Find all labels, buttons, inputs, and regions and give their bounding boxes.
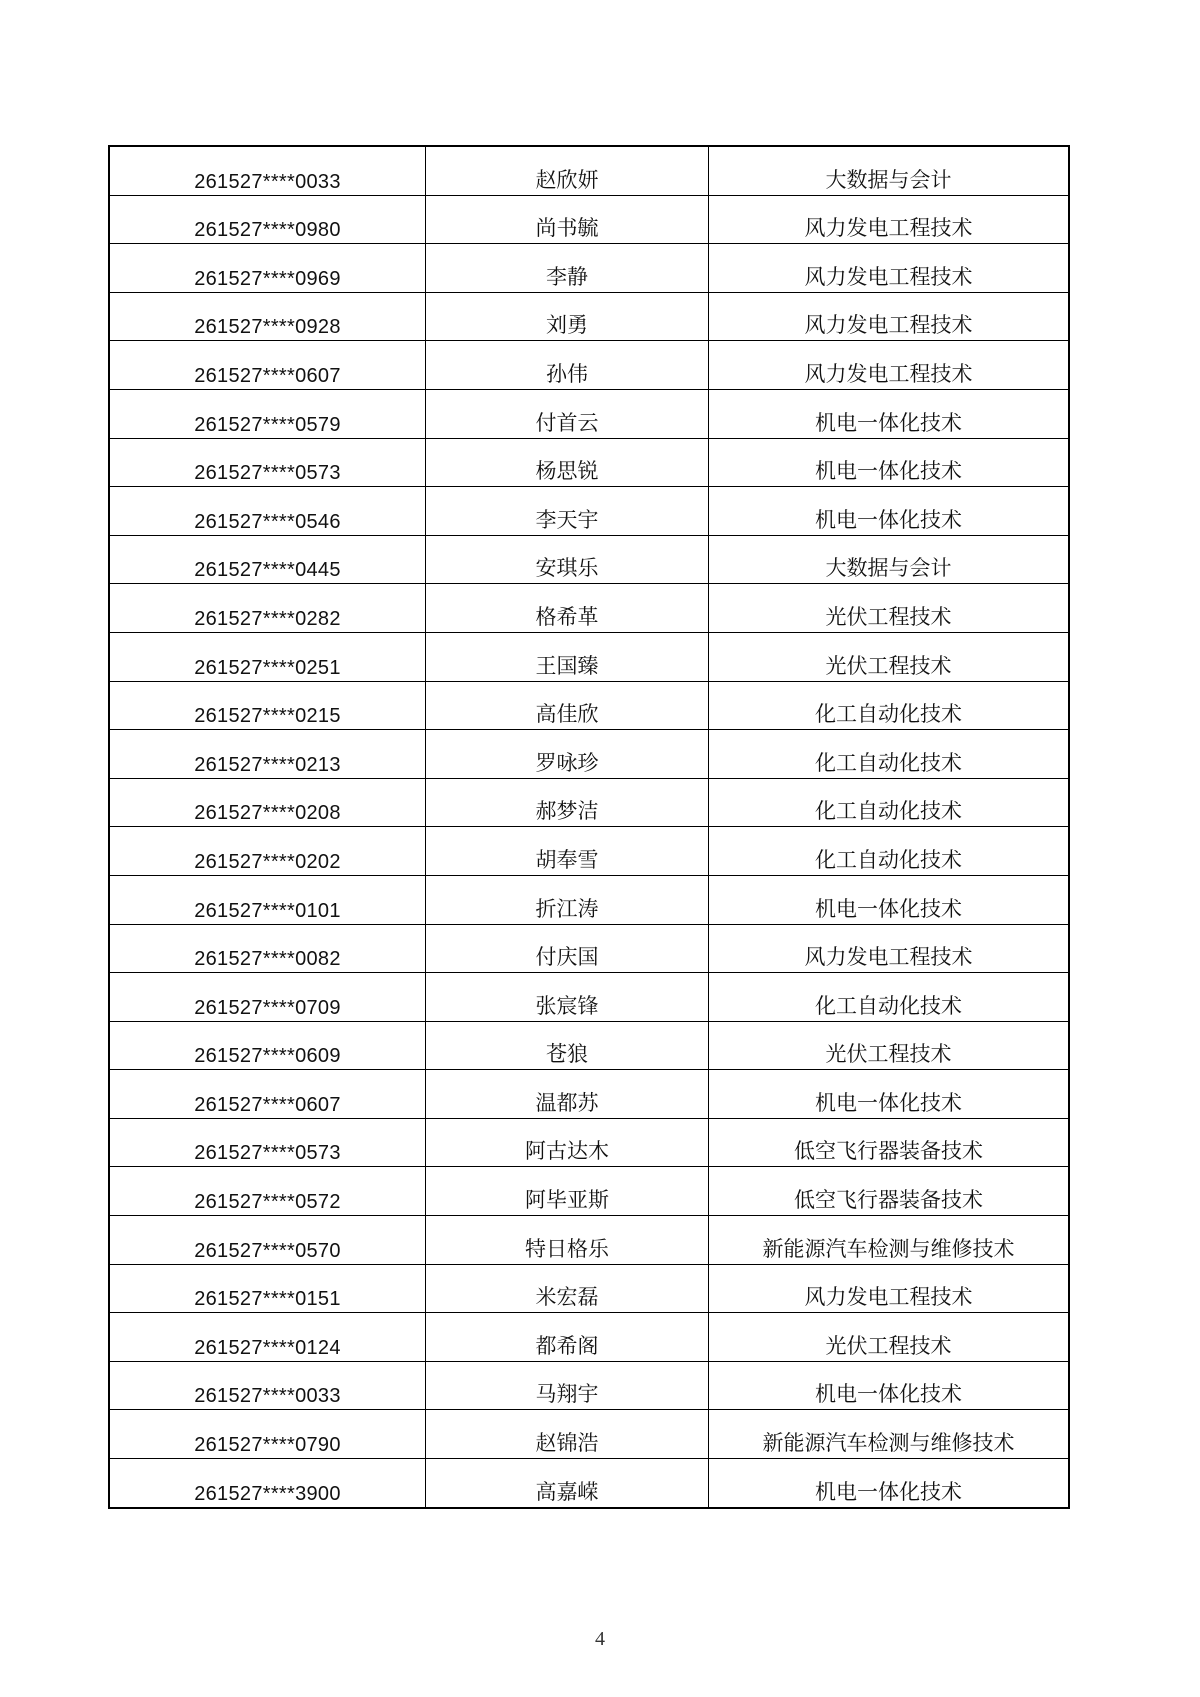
table-row [109,244,1069,293]
id-cell: 261527****0609 [109,1021,426,1070]
table-row [109,341,1069,390]
major-cell: 光伏工程技术 [709,584,1070,633]
name-cell: 苍狼 [426,1021,709,1070]
id-cell: 261527****0202 [109,827,426,876]
table-row [109,1313,1069,1362]
table-row [109,1459,1069,1508]
table-row [109,292,1069,341]
id-cell: 261527****0570 [109,1216,426,1265]
id-cell: 261527****0579 [109,389,426,438]
table-row [109,146,1069,195]
name-cell: 米宏磊 [426,1264,709,1313]
name-cell: 安琪乐 [426,535,709,584]
name-cell: 付首云 [426,389,709,438]
name-cell: 孙伟 [426,341,709,390]
id-cell: 261527****0033 [109,146,426,195]
major-cell: 机电一体化技术 [709,438,1070,487]
table-row [109,1021,1069,1070]
major-cell: 化工自动化技术 [709,827,1070,876]
id-cell: 261527****0980 [109,195,426,244]
name-cell: 赵欣妍 [426,146,709,195]
table-row [109,584,1069,633]
table-row [109,1118,1069,1167]
table-row [109,827,1069,876]
name-cell: 李天宇 [426,487,709,536]
name-cell: 杨思锐 [426,438,709,487]
table-row [109,1361,1069,1410]
name-cell: 特日格乐 [426,1216,709,1265]
id-cell: 261527****0573 [109,1118,426,1167]
id-cell: 261527****0445 [109,535,426,584]
major-cell: 光伏工程技术 [709,1021,1070,1070]
table-row [109,487,1069,536]
id-cell: 261527****0969 [109,244,426,293]
name-cell: 王国臻 [426,632,709,681]
major-cell: 机电一体化技术 [709,875,1070,924]
major-cell: 低空飞行器装备技术 [709,1118,1070,1167]
id-cell: 261527****0282 [109,584,426,633]
id-cell: 261527****0709 [109,973,426,1022]
major-cell: 机电一体化技术 [709,1459,1070,1508]
table-row [109,730,1069,779]
id-cell: 261527****0251 [109,632,426,681]
table-row [109,875,1069,924]
major-cell: 低空飞行器装备技术 [709,1167,1070,1216]
major-cell: 风力发电工程技术 [709,244,1070,293]
roster-table [108,145,1070,1509]
id-cell: 261527****0033 [109,1361,426,1410]
name-cell: 张宸锋 [426,973,709,1022]
table-row [109,778,1069,827]
name-cell: 付庆国 [426,924,709,973]
name-cell: 李静 [426,244,709,293]
table-row [109,1216,1069,1265]
major-cell: 新能源汽车检测与维修技术 [709,1216,1070,1265]
major-cell: 光伏工程技术 [709,1313,1070,1362]
major-cell: 机电一体化技术 [709,1070,1070,1119]
name-cell: 格希革 [426,584,709,633]
id-cell: 261527****0607 [109,1070,426,1119]
name-cell: 马翔宇 [426,1361,709,1410]
table-row [109,1070,1069,1119]
major-cell: 风力发电工程技术 [709,195,1070,244]
name-cell: 赵锦浩 [426,1410,709,1459]
major-cell: 化工自动化技术 [709,681,1070,730]
major-cell: 化工自动化技术 [709,973,1070,1022]
table-row [109,1167,1069,1216]
id-cell: 261527****0208 [109,778,426,827]
id-cell: 261527****0928 [109,292,426,341]
id-cell: 261527****0151 [109,1264,426,1313]
major-cell: 风力发电工程技术 [709,341,1070,390]
name-cell: 胡奉雪 [426,827,709,876]
table-row [109,195,1069,244]
id-cell: 261527****0790 [109,1410,426,1459]
name-cell: 阿毕亚斯 [426,1167,709,1216]
major-cell: 机电一体化技术 [709,487,1070,536]
name-cell: 都希阁 [426,1313,709,1362]
major-cell: 机电一体化技术 [709,1361,1070,1410]
table-row [109,681,1069,730]
major-cell: 化工自动化技术 [709,730,1070,779]
major-cell: 风力发电工程技术 [709,924,1070,973]
table-row [109,438,1069,487]
name-cell: 罗咏珍 [426,730,709,779]
name-cell: 高佳欣 [426,681,709,730]
id-cell: 261527****0573 [109,438,426,487]
table-row [109,632,1069,681]
name-cell: 折江涛 [426,875,709,924]
major-cell: 化工自动化技术 [709,778,1070,827]
major-cell: 风力发电工程技术 [709,1264,1070,1313]
name-cell: 郝梦洁 [426,778,709,827]
table-row [109,1264,1069,1313]
id-cell: 261527****0546 [109,487,426,536]
id-cell: 261527****3900 [109,1459,426,1508]
name-cell: 高嘉嵘 [426,1459,709,1508]
table-row [109,535,1069,584]
page-number: 4 [595,1628,605,1650]
major-cell: 大数据与会计 [709,146,1070,195]
id-cell: 261527****0215 [109,681,426,730]
table-row [109,389,1069,438]
id-cell: 261527****0213 [109,730,426,779]
id-cell: 261527****0082 [109,924,426,973]
id-cell: 261527****0101 [109,875,426,924]
id-cell: 261527****0607 [109,341,426,390]
id-cell: 261527****0572 [109,1167,426,1216]
major-cell: 光伏工程技术 [709,632,1070,681]
table-row [109,973,1069,1022]
major-cell: 新能源汽车检测与维修技术 [709,1410,1070,1459]
major-cell: 风力发电工程技术 [709,292,1070,341]
name-cell: 阿古达木 [426,1118,709,1167]
major-cell: 大数据与会计 [709,535,1070,584]
name-cell: 刘勇 [426,292,709,341]
table-row [109,924,1069,973]
id-cell: 261527****0124 [109,1313,426,1362]
major-cell: 机电一体化技术 [709,389,1070,438]
table-row [109,1410,1069,1459]
name-cell: 尚书毓 [426,195,709,244]
name-cell: 温都苏 [426,1070,709,1119]
